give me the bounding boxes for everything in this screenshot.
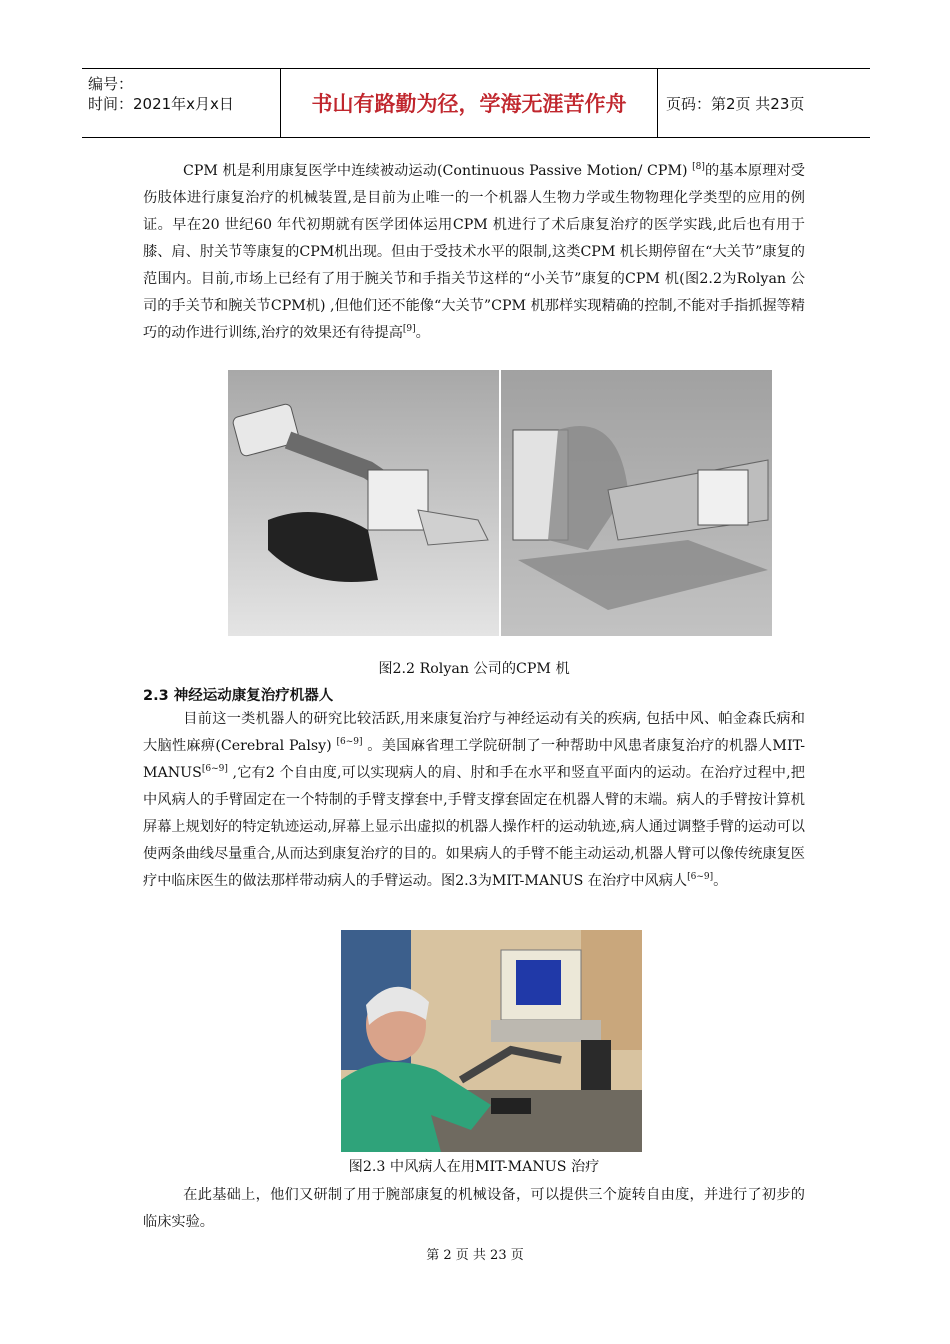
citation: [9]: [402, 324, 416, 334]
figure-mit-manus: [341, 930, 642, 1152]
citation: [6~9]: [201, 764, 228, 774]
paragraph-cpm: CPM 机是利用康复医学中连续被动运动(Continuous Passive Motion/ CPM) [8]的基本原理对受伤肢体进行康复治疗的机械装置,是目前为止唯一的一个机器人生物力学或生物物理化学类型的应用的例证。早在20 世纪60 年代初期就有医学团体运用CPM 机进行了术后康复治疗的医学实践,此后也有用于膝、肩、肘关节等康复的CPM机出现。但由于受技术水平的限制,这类CPM 机长期停留在“大关节”康复的范围内。目前,市场上已经有了用于腕关节和手指关节这样的“小关节”康复的CPM 机(图2.2为Rolyan 公司的手关节和腕关节CPM机) ,但他们还不能像“大关节”CPM 机那样实现精确的控制,不能对手指抓握等精巧的动作进行训练,治疗的效果还有待提高[9]。: [143, 162, 805, 341]
figure1-caption: 图2.2 Rolyan 公司的CPM 机: [378, 661, 570, 677]
header-table: [82, 68, 870, 138]
code-label: 编号：: [88, 75, 134, 93]
citation: [6~9]: [687, 872, 714, 882]
page-footer: 第 2 页 共 23 页: [426, 1248, 524, 1263]
figure2-caption: 图2.3 中风病人在用MIT-MANUS 治疗: [348, 1159, 600, 1175]
paragraph-wrist: 在此基础上，他们又研制了用于腕部康复的机械设备，可以提供三个旋转自由度，并进行了初步的临床实验。: [143, 1187, 805, 1230]
motto: 书山有路勤为径，学海无涯苦作舟: [281, 69, 658, 137]
citation: [6~9]: [336, 737, 363, 747]
figure-cpm-machines: [228, 370, 772, 636]
paragraph-neuro: 目前这一类机器人的研究比较活跃,用来康复治疗与神经运动有关的疾病, 包括中风、帕金森氏病和大脑性麻痹(Cerebral Palsy) [6~9] 。美国麻省理工学院研制了一种帮助中风患者康复治疗的机器人MIT-MANUS[6~9] ,它有2 个自由度,可以实现病人的肩、肘和手在水平和竖直平面内的运动。在治疗过程中,把中风病人的手臂固定在一个特制的手臂支撑套中,手臂支撑套固定在机器人臂的末端。病人的手臂按计算机屏幕上规划好的特定轨迹运动,屏幕上显示出虚拟的机器人操作杆的运动轨迹,病人通过调整手臂的运动可以使两条曲线尽量重合,从而达到康复治疗的目的。如果病人的手臂不能主动运动,机器人臂可以像传统康复医疗中临床医生的做法那样带动病人的手臂运动。图2.3为MIT-MANUS 在治疗中风病人[6~9]。: [143, 711, 805, 889]
time-label: 时间：2021年x月x日: [88, 95, 234, 113]
section-heading: 2.3 神经运动康复治疗机器人: [143, 688, 334, 704]
header-left-cell: [82, 69, 281, 137]
page-info: 页码：第2页 共23页: [666, 94, 805, 113]
citation: [8]: [692, 162, 705, 172]
